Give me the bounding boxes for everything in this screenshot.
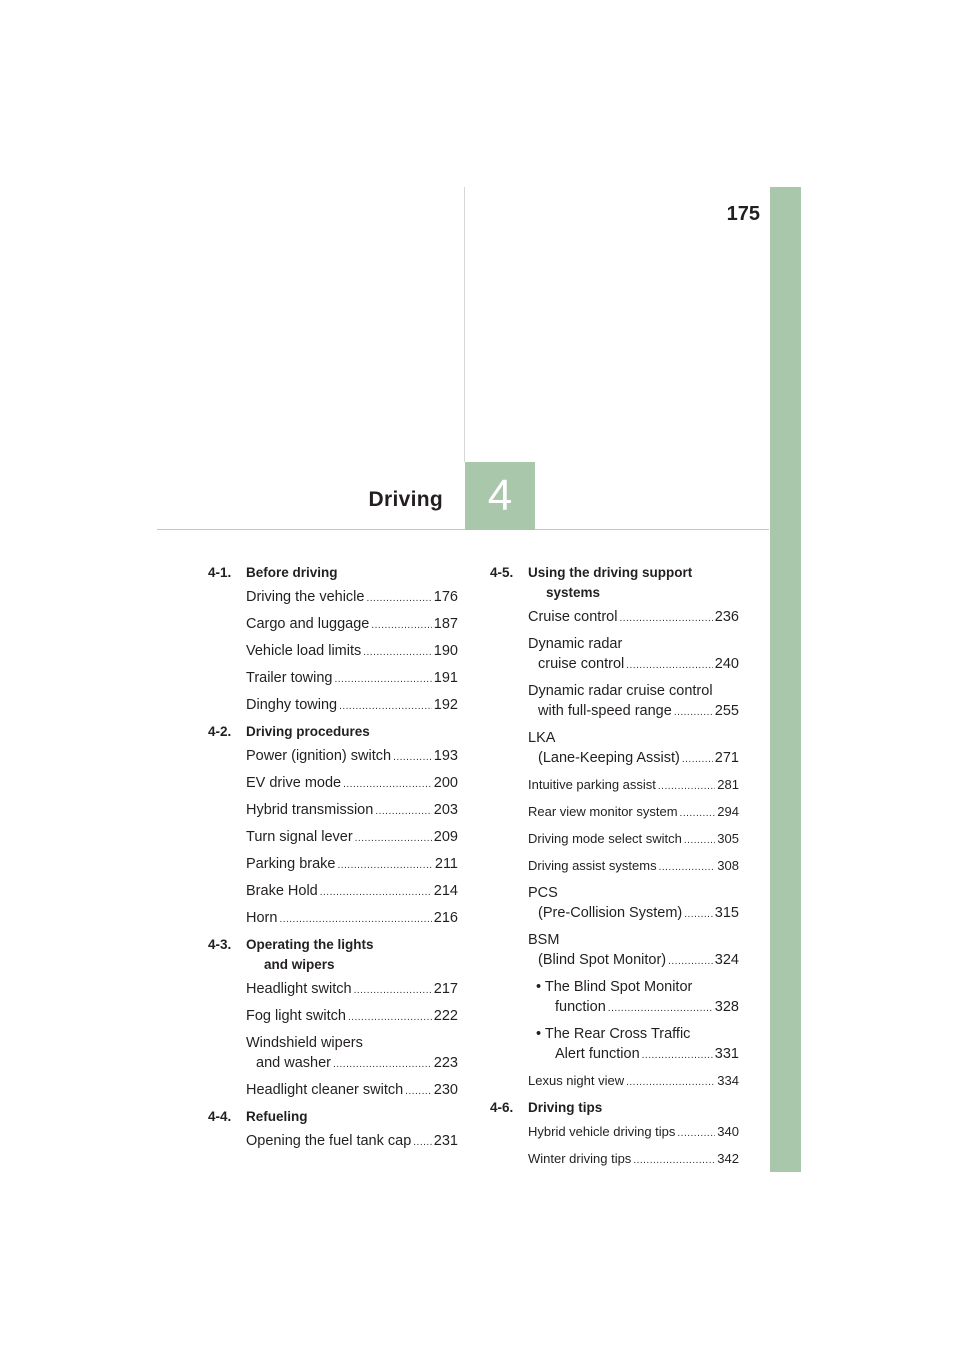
- toc-section-heading: [208, 563, 458, 583]
- section-title: Operating the lights: [246, 937, 374, 952]
- entry-label: (Blind Spot Monitor): [538, 952, 667, 968]
- entry-label: Rear view monitor system: [528, 804, 678, 819]
- toc-entry[interactable]: [208, 1006, 458, 1028]
- entry-label: (Pre-Collision System): [538, 905, 683, 921]
- entry-leader-row: [246, 746, 458, 768]
- entry-page-number: 203: [433, 802, 458, 818]
- toc-section-heading: [490, 1098, 739, 1118]
- entry-title-line: Windshield wipers: [246, 1035, 363, 1051]
- entry-page-number: 236: [714, 609, 739, 625]
- entry-page-number: 240: [714, 656, 739, 672]
- entry-label: Driving assist systems: [528, 858, 657, 873]
- entry-label: (Lane-Keeping Assist): [538, 750, 680, 766]
- toc-entry[interactable]: [490, 930, 739, 972]
- entry-label: Headlight cleaner switch: [246, 1082, 404, 1098]
- entry-leader-row: [528, 654, 739, 676]
- dot-leader: [363, 643, 432, 663]
- toc-entry[interactable]: [208, 614, 458, 636]
- entry-leader-row: [246, 614, 458, 636]
- entry-leader-row: [246, 587, 458, 609]
- toc-entry[interactable]: [208, 746, 458, 768]
- entry-page-number: 176: [433, 589, 458, 605]
- dot-leader: [619, 609, 712, 629]
- entry-label: Intuitive parking assist: [528, 777, 656, 792]
- entry-label: Lexus night view: [528, 1073, 625, 1088]
- entry-page-number: 255: [714, 703, 739, 719]
- entry-leader-row: [246, 1131, 458, 1153]
- entry-page-number: 192: [433, 697, 458, 713]
- entry-page-number: 217: [433, 981, 458, 997]
- entry-label: Vehicle load limits: [246, 643, 362, 659]
- dot-leader: [642, 1046, 713, 1066]
- dot-leader: [682, 750, 713, 770]
- entry-leader-row: [246, 800, 458, 822]
- dot-leader: [343, 775, 432, 795]
- vertical-divider: [464, 187, 465, 462]
- chapter-side-tab: [770, 187, 801, 1172]
- entry-page-number: 191: [433, 670, 458, 686]
- entry-leader-row: [528, 1071, 739, 1093]
- entry-page-number: 187: [433, 616, 458, 632]
- entry-label: Turn signal lever: [246, 829, 353, 845]
- entry-page-number: 231: [433, 1133, 458, 1149]
- entry-page-number: 294: [717, 804, 739, 819]
- dot-leader: [393, 748, 432, 768]
- toc-entry[interactable]: [490, 883, 739, 925]
- horizontal-divider: [157, 529, 769, 530]
- dot-leader: [608, 999, 713, 1019]
- entry-page-number: 340: [717, 1124, 739, 1139]
- toc-entry[interactable]: [490, 1024, 739, 1066]
- toc-entry[interactable]: [490, 681, 739, 723]
- entry-leader-row: [246, 773, 458, 795]
- toc-right-column: [490, 563, 739, 1176]
- section-title: Refueling: [246, 1109, 308, 1124]
- dot-leader: [626, 1073, 715, 1093]
- entry-page-number: 200: [433, 775, 458, 791]
- entry-title-line: Dynamic radar cruise control: [528, 683, 713, 699]
- toc-entry[interactable]: [208, 800, 458, 822]
- entry-label: Cargo and luggage: [246, 616, 370, 632]
- dot-leader: [626, 656, 713, 676]
- toc-entry[interactable]: [208, 854, 458, 876]
- dot-leader: [658, 777, 715, 797]
- entry-label: with full-speed range: [538, 703, 672, 719]
- entry-title-line: BSM: [528, 932, 560, 948]
- entry-leader-row: [528, 1149, 739, 1171]
- entry-page-number: 193: [433, 748, 458, 764]
- entry-title-line: • The Blind Spot Monitor: [536, 979, 693, 995]
- toc-entry[interactable]: [490, 1071, 739, 1093]
- page-number: 175: [726, 203, 760, 225]
- entry-page-number: 305: [717, 831, 739, 846]
- entry-page-number: 334: [717, 1073, 739, 1088]
- entry-label: Hybrid vehicle driving tips: [528, 1124, 676, 1139]
- toc-entry[interactable]: [208, 587, 458, 609]
- entry-leader-row: [528, 775, 739, 797]
- dot-leader: [279, 910, 431, 930]
- dot-leader: [355, 829, 432, 849]
- entry-page-number: 216: [433, 910, 458, 926]
- toc-entry[interactable]: [208, 827, 458, 849]
- entry-leader-row: [528, 802, 739, 824]
- dot-leader: [674, 703, 713, 723]
- section-number: 4-3.: [208, 937, 232, 952]
- dot-leader: [335, 670, 432, 690]
- dot-leader: [320, 883, 432, 903]
- section-title: Driving tips: [528, 1100, 603, 1115]
- entry-label: Trailer towing: [246, 670, 333, 686]
- entry-leader-row: [246, 854, 458, 876]
- dot-leader: [659, 858, 716, 878]
- dot-leader: [677, 1124, 715, 1144]
- entry-page-number: 230: [433, 1082, 458, 1098]
- entry-page-number: 324: [714, 952, 739, 968]
- section-number: 4-5.: [490, 565, 514, 580]
- section-title-continued: and wipers: [264, 957, 335, 972]
- entry-page-number: 223: [433, 1055, 458, 1071]
- toc-entry[interactable]: [490, 829, 739, 851]
- entry-label: Power (ignition) switch: [246, 748, 392, 764]
- dot-leader: [371, 616, 431, 636]
- toc-entry[interactable]: [208, 1131, 458, 1153]
- entry-label: Driving mode select switch: [528, 831, 682, 846]
- entry-label: Dinghy towing: [246, 697, 338, 713]
- entry-leader-row: [528, 950, 739, 972]
- toc-entry[interactable]: [208, 695, 458, 717]
- entry-leader-row: [528, 903, 739, 925]
- entry-page-number: 315: [714, 905, 739, 921]
- entry-label: Horn: [246, 910, 278, 926]
- entry-page-number: 222: [433, 1008, 458, 1024]
- dot-leader: [668, 952, 713, 972]
- toc-section-heading: [208, 722, 458, 742]
- entry-label: function: [555, 999, 606, 1015]
- entry-label: Alert function: [555, 1046, 640, 1062]
- dot-leader: [405, 1082, 432, 1102]
- entry-leader-row: [246, 1080, 458, 1102]
- entry-label: cruise control: [538, 656, 625, 672]
- toc-entry[interactable]: [208, 881, 458, 903]
- entry-leader-row: [528, 701, 739, 723]
- section-title-continued: systems: [546, 585, 601, 600]
- toc-entry[interactable]: [208, 1080, 458, 1102]
- entry-leader-row: [536, 1044, 739, 1066]
- entry-leader-row: [528, 829, 739, 851]
- section-number: 4-6.: [490, 1100, 514, 1115]
- toc-entry[interactable]: [208, 773, 458, 795]
- toc-entry[interactable]: [490, 1122, 739, 1144]
- entry-page-number: 342: [717, 1151, 739, 1166]
- toc-left-column: [208, 563, 458, 1158]
- toc-section-heading: [490, 563, 739, 603]
- section-number: 4-2.: [208, 724, 232, 739]
- dot-leader: [684, 905, 713, 925]
- dot-leader: [333, 1055, 432, 1075]
- toc-entry[interactable]: [208, 668, 458, 690]
- entry-page-number: 331: [714, 1046, 739, 1062]
- section-title: Before driving: [246, 565, 338, 580]
- entry-label: Hybrid transmission: [246, 802, 374, 818]
- dot-leader: [375, 802, 431, 822]
- toc-entry[interactable]: [490, 634, 739, 676]
- entry-label: Winter driving tips: [528, 1151, 632, 1166]
- entry-label: Driving the vehicle: [246, 589, 365, 605]
- section-title: Driving procedures: [246, 724, 370, 739]
- toc-entry[interactable]: [490, 775, 739, 797]
- entry-page-number: 328: [714, 999, 739, 1015]
- entry-title-line: PCS: [528, 885, 558, 901]
- entry-label: Parking brake: [246, 856, 336, 872]
- dot-leader: [633, 1151, 715, 1171]
- entry-label: Brake Hold: [246, 883, 318, 899]
- toc-entry[interactable]: [490, 856, 739, 878]
- entry-label: Fog light switch: [246, 1008, 346, 1024]
- toc-entry[interactable]: [208, 908, 458, 930]
- toc-entry[interactable]: [490, 607, 739, 629]
- entry-page-number: 211: [434, 856, 458, 872]
- entry-title-line: LKA: [528, 730, 556, 746]
- toc-entry[interactable]: [208, 641, 458, 663]
- section-number: 4-1.: [208, 565, 232, 580]
- section-number: 4-4.: [208, 1109, 232, 1124]
- dot-leader: [348, 1008, 432, 1028]
- entry-page-number: 190: [433, 643, 458, 659]
- entry-page-number: 281: [717, 777, 739, 792]
- entry-label: Opening the fuel tank cap: [246, 1133, 412, 1149]
- entry-leader-row: [528, 1122, 739, 1144]
- chapter-title: Driving: [368, 488, 443, 511]
- entry-leader-row: [528, 607, 739, 629]
- entry-page-number: 271: [714, 750, 739, 766]
- entry-leader-row: [246, 668, 458, 690]
- toc-section-heading: [208, 1107, 458, 1127]
- entry-leader-row: [528, 748, 739, 770]
- entry-leader-row: [246, 881, 458, 903]
- entry-page-number: 308: [717, 858, 739, 873]
- entry-leader-row: [246, 908, 458, 930]
- toc-entry[interactable]: [490, 802, 739, 824]
- entry-page-number: 209: [433, 829, 458, 845]
- chapter-number: 4: [487, 471, 513, 520]
- toc-section-heading: [208, 935, 458, 975]
- entry-leader-row: [246, 695, 458, 717]
- dot-leader: [354, 981, 432, 1001]
- entry-label: EV drive mode: [246, 775, 342, 791]
- entry-label: Cruise control: [528, 609, 618, 625]
- dot-leader: [684, 831, 715, 851]
- entry-leader-row: [528, 856, 739, 878]
- dot-leader: [413, 1133, 432, 1153]
- entry-label: Headlight switch: [246, 981, 352, 997]
- toc-entry[interactable]: [208, 1033, 458, 1075]
- entry-title-line: • The Rear Cross Traffic: [536, 1026, 691, 1042]
- toc-entry[interactable]: [208, 979, 458, 1001]
- entry-leader-row: [246, 979, 458, 1001]
- entry-leader-row: [246, 1053, 458, 1075]
- toc-entry[interactable]: [490, 1149, 739, 1171]
- entry-label: and washer: [256, 1055, 331, 1071]
- entry-leader-row: [246, 641, 458, 663]
- toc-entry[interactable]: [490, 977, 739, 1019]
- dot-leader: [337, 856, 432, 876]
- entry-leader-row: [246, 827, 458, 849]
- dot-leader: [366, 589, 431, 609]
- entry-page-number: 214: [433, 883, 458, 899]
- entry-title-line: Dynamic radar: [528, 636, 623, 652]
- dot-leader: [339, 697, 432, 717]
- entry-leader-row: [536, 997, 739, 1019]
- section-title: Using the driving support: [528, 565, 693, 580]
- toc-entry[interactable]: [490, 728, 739, 770]
- chapter-number-box: [465, 462, 535, 530]
- entry-leader-row: [246, 1006, 458, 1028]
- dot-leader: [680, 804, 716, 824]
